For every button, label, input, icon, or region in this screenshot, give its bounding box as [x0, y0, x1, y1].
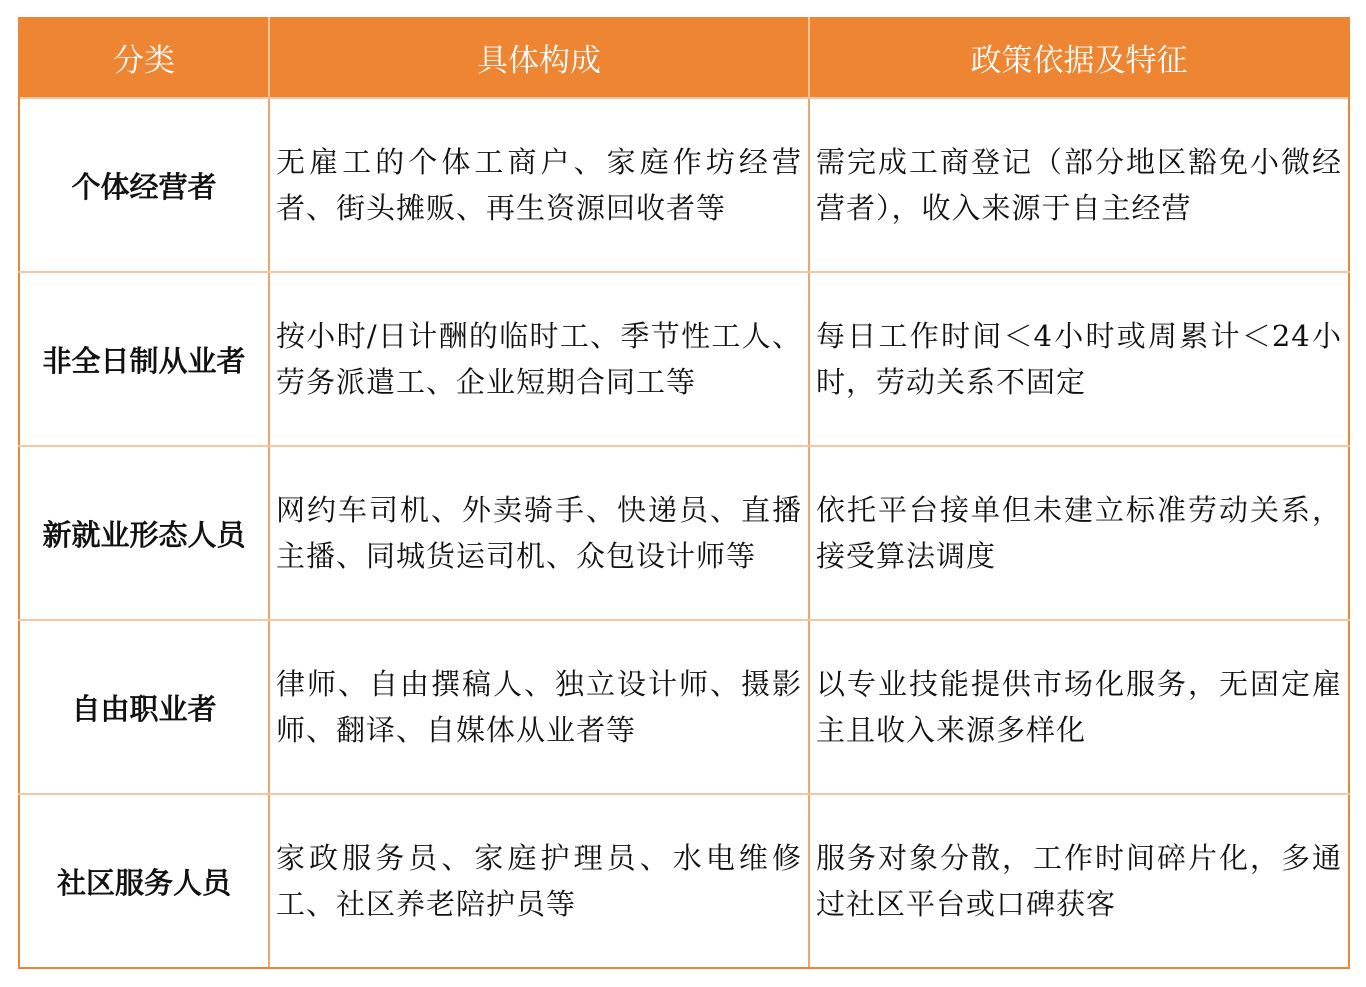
classification-table-container: [18, 17, 1348, 969]
row-composition: 无雇工的个体工商户、家庭作坊经营者、街头摊贩、再生资源回收者等: [269, 98, 809, 272]
table-row: [19, 446, 1349, 620]
row-composition: 按小时/日计酬的临时工、季节性工人、劳务派遣工、企业短期合同工等: [269, 272, 809, 446]
table-row: [19, 794, 1349, 968]
row-features: 依托平台接单但未建立标准劳动关系，接受算法调度: [809, 446, 1349, 620]
row-category: 非全日制从业者: [19, 272, 269, 446]
row-features: 需完成工商登记（部分地区豁免小微经营者），收入来源于自主经营: [809, 98, 1349, 272]
row-features: 每日工作时间＜4小时或周累计＜24小时，劳动关系不固定: [809, 272, 1349, 446]
row-features: 以专业技能提供市场化服务，无固定雇主且收入来源多样化: [809, 620, 1349, 794]
row-category: 自由职业者: [19, 620, 269, 794]
row-composition: 网约车司机、外卖骑手、快递员、直播主播、同城货运司机、众包设计师等: [269, 446, 809, 620]
row-category: 个体经营者: [19, 98, 269, 272]
row-features: 服务对象分散，工作时间碎片化，多通过社区平台或口碑获客: [809, 794, 1349, 968]
row-category: 新就业形态人员: [19, 446, 269, 620]
table-row: [19, 272, 1349, 446]
table-row: [19, 98, 1349, 272]
header-composition: 具体构成: [269, 17, 809, 98]
table-row: [19, 620, 1349, 794]
row-category: 社区服务人员: [19, 794, 269, 968]
row-composition: 律师、自由撰稿人、独立设计师、摄影师、翻译、自媒体从业者等: [269, 620, 809, 794]
header-features: 政策依据及特征: [809, 17, 1349, 98]
row-composition: 家政服务员、家庭护理员、水电维修工、社区养老陪护员等: [269, 794, 809, 968]
header-category: 分类: [19, 17, 269, 98]
table-header-row: [19, 17, 1349, 98]
classification-table: [18, 17, 1350, 969]
